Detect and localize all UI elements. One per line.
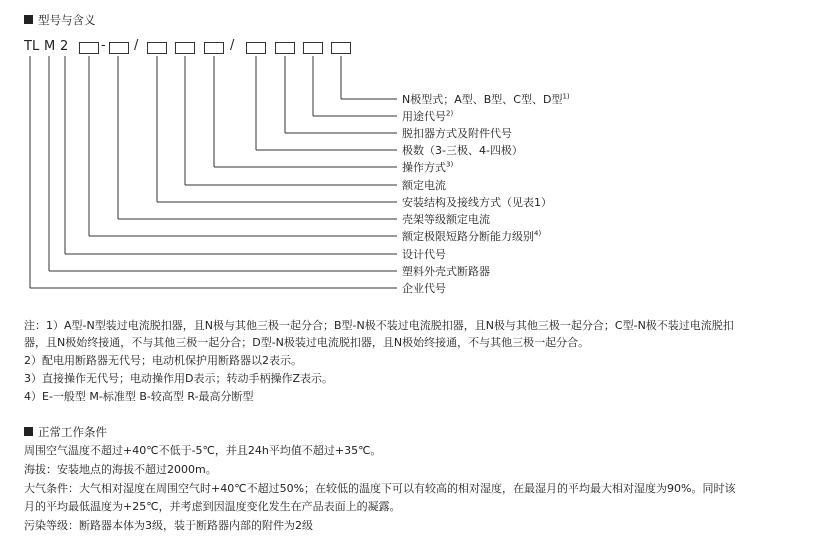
note-line-4: 3）直接操作无代号；电动操作用D表示；转动手柄操作Z表示。 xyxy=(24,372,334,385)
code-tl: TL xyxy=(24,39,40,54)
label-text: 操作方式 xyxy=(402,161,446,174)
label-footnote: 2) xyxy=(446,109,454,118)
label-text: 塑料外壳式断路器 xyxy=(402,265,490,278)
model-section-title: 型号与含义 xyxy=(38,13,96,27)
label-text: 用途代号 xyxy=(402,110,446,123)
label-text: 极数（3-三极、4-四极） xyxy=(402,144,523,157)
label-installation-wiring xyxy=(402,194,552,210)
label-text: 脱扣器方式及附件代号 xyxy=(402,127,512,140)
label-text: N极型式；A型、B型、C型、D型 xyxy=(402,93,563,106)
label-text: 额定电流 xyxy=(402,179,446,192)
code-2: 2 xyxy=(60,39,69,54)
note-line-1: 注：1）A型-N型装过电流脱扣器，且N极与其他三极一起分合；B型-N极不装过电流脱扣器，且N极与其他三极一起分合；C型-N极不装过电流脱扣 xyxy=(24,319,734,332)
label-rated-current xyxy=(402,177,446,193)
code-m: M xyxy=(44,39,56,54)
code-dash: - xyxy=(101,38,106,53)
label-poles xyxy=(402,142,523,158)
label-frame-rated-current xyxy=(402,211,490,227)
condition-altitude: 海拔：安装地点的海拔不超过2000m。 xyxy=(24,463,217,476)
label-release-accessory-code xyxy=(402,125,512,141)
label-enterprise-code xyxy=(402,280,446,296)
square-bullet-icon xyxy=(24,427,33,436)
label-breaking-capacity-level xyxy=(402,228,541,244)
code-slash-1: / xyxy=(134,38,139,53)
label-text: 企业代号 xyxy=(402,282,446,295)
label-text: 设计代号 xyxy=(402,248,446,261)
label-text: 壳架等级额定电流 xyxy=(402,213,490,226)
label-n-pole-type xyxy=(402,91,570,107)
label-mccb xyxy=(402,263,490,279)
note-line-3: 2）配电用断路器无代号；电动机保护用断路器以2表示。 xyxy=(24,354,302,367)
label-footnote: 4) xyxy=(534,229,542,238)
conditions-section-title: 正常工作条件 xyxy=(38,425,107,439)
label-footnote: 1) xyxy=(562,92,570,101)
condition-pollution-degree: 污染等级：断路器本体为3级，装于断路器内部的附件为2级 xyxy=(24,519,313,532)
label-footnote: 3) xyxy=(446,160,454,169)
label-usage-code xyxy=(402,108,453,124)
condition-atmosphere-line-2: 月的平均最低温度为+25℃，并考虑到因温度变化发生在产品表面上的凝露。 xyxy=(24,500,401,513)
label-design-code xyxy=(402,246,446,262)
conditions-section-header xyxy=(24,424,107,440)
condition-atmosphere-line-1: 大气条件：大气相对湿度在周围空气时+40℃不超过50%；在较低的温度下可以有较高的相对湿度，在最湿月的平均最大相对湿度为90%。同时该 xyxy=(24,482,736,495)
code-slash-2: / xyxy=(230,38,235,53)
label-text: 额定极限短路分断能力级别 xyxy=(402,230,534,243)
note-line-2: 器，且N极始终接通，不与其他三极一起分合；D型-N极装过电流脱扣器，且N极始终接通，不与其他三极一起分合。 xyxy=(24,336,590,349)
label-operation-mode xyxy=(402,159,453,175)
label-text: 安装结构及接线方式（见表1） xyxy=(402,196,552,209)
note-line-5: 4）E-一般型 M-标准型 B-较高型 R-最高分断型 xyxy=(24,390,254,403)
condition-temperature: 周围空气温度不超过+40℃不低于-5℃，并且24h平均值不超过+35℃。 xyxy=(24,444,382,457)
